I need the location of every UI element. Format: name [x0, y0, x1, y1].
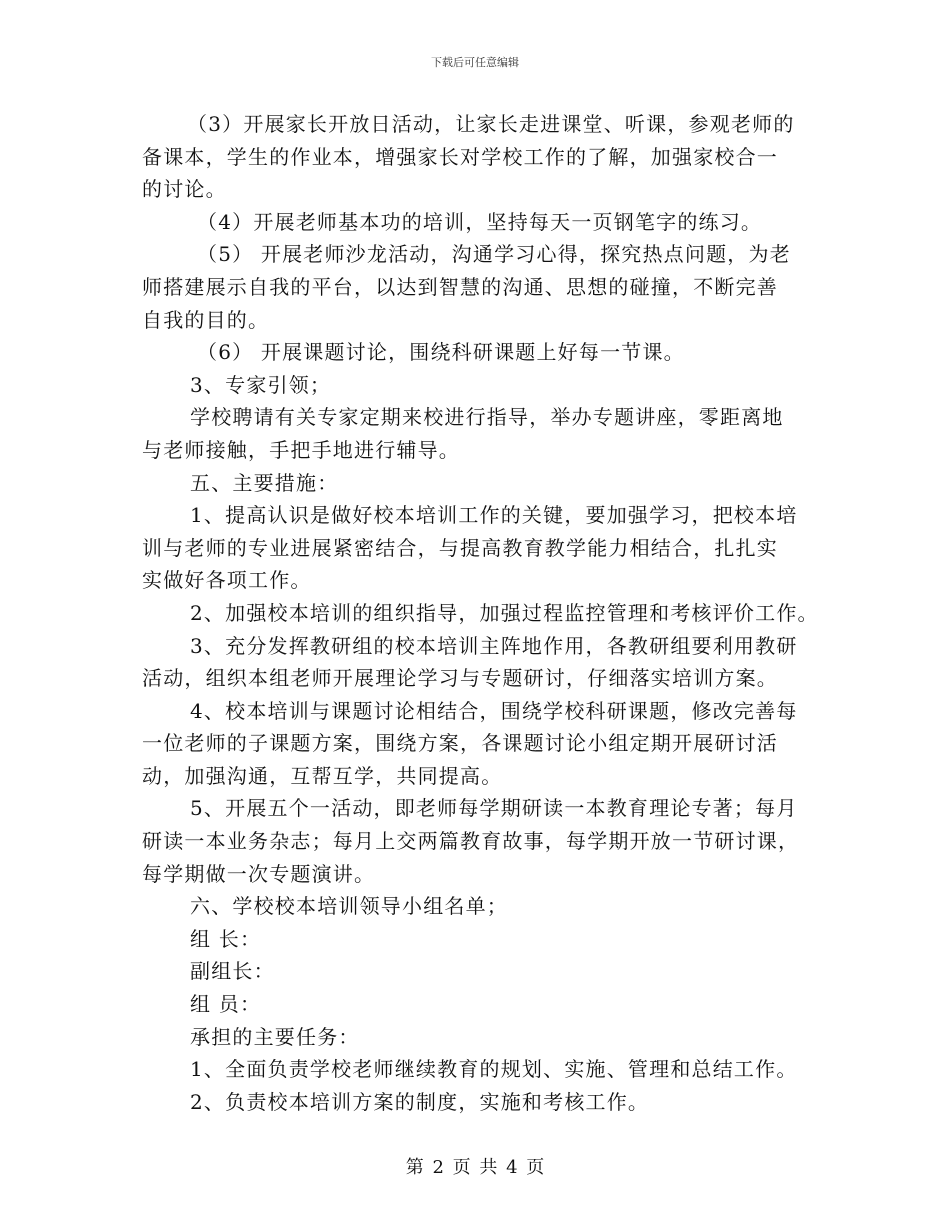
paragraph-line: 1、提高认识是做好校本培训工作的关键，要加强学习，把校本培 — [190, 503, 798, 528]
paragraph-line: 与老师接触，手把手地进行辅导。 — [142, 437, 460, 462]
paragraph-line: （4）开展老师基本功的培训，坚持每天一页钢笔字的练习。 — [197, 209, 763, 234]
paragraph-line: 备课本，学生的作业本，增强家长对学校工作的了解，加强家校合一 — [142, 144, 778, 169]
roster-leader: 组 长： — [190, 926, 262, 951]
paragraph-line: （5） 开展老师沙龙活动，沟通学习心得，探究热点问题，为老 — [197, 242, 791, 267]
page-header: 下载后可任意编辑 — [431, 56, 519, 69]
paragraph-line: 学校聘请有关专家定期来校进行指导，举办专题讲座，零距离地 — [190, 405, 784, 430]
roster-members: 组 员： — [190, 992, 262, 1017]
paragraph-line: 3、充分发挥教研组的校本培训主阵地作用，各教研组要利用教研 — [190, 633, 798, 658]
paragraph-line: 一位老师的子课题方案，围绕方案，各课题讨论小组定期开展研讨活 — [142, 731, 778, 756]
roster-deputy-leader: 副组长： — [190, 959, 275, 984]
paragraph-line: 2、加强校本培训的组织指导，加强过程监控管理和考核评价工作。 — [190, 600, 819, 625]
paragraph-line: 师搭建展示自我的平台，以达到智慧的沟通、思想的碰撞，不断完善 — [142, 274, 778, 299]
paragraph-line: 自我的目的。 — [142, 307, 270, 332]
section-heading: 五、主要措施： — [190, 470, 339, 495]
paragraph-line: 训与老师的专业进展紧密结合，与提高教育教学能力相结合，扎扎实 — [142, 535, 778, 560]
paragraph-line: 承担的主要任务： — [190, 1024, 360, 1049]
section-heading: 六、学校校本培训领导小组名单； — [190, 894, 508, 919]
paragraph-line: 研读一本业务杂志；每月上交两篇教育故事，每学期开放一节研讨课， — [142, 829, 800, 854]
paragraph-line: 动，加强沟通，互帮互学，共同提高。 — [142, 763, 503, 788]
section-heading: 3、专家引领； — [190, 372, 332, 397]
paragraph-line: 的讨论。 — [142, 177, 227, 202]
paragraph-line: （6） 开展课题讨论，围绕科研课题上好每一节课。 — [197, 340, 685, 365]
paragraph-line: 活动，组织本组老师开展理论学习与专题研讨，仔细落实培训方案。 — [142, 666, 778, 691]
document-body — [142, 108, 822, 1118]
paragraph-line: 1、全面负责学校老师继续教育的规划、实施、管理和总结工作。 — [190, 1057, 798, 1082]
paragraph-line: 4、校本培训与课题讨论相结合，围绕学校科研课题，修改完善每 — [190, 698, 798, 723]
paragraph-line: 实做好各项工作。 — [142, 568, 312, 593]
page-number-footer: 第 2 页 共 4 页 — [405, 1157, 545, 1178]
paragraph-line: 2、负责校本培训方案的制度，实施和考核工作。 — [190, 1089, 650, 1114]
paragraph-line: （3）开展家长开放日活动，让家长走进课堂、听课，参观老师的 — [187, 112, 795, 136]
paragraph-line: 5、开展五个一活动，即老师每学期研读一本教育理论专著；每月 — [190, 796, 798, 821]
paragraph-line: 每学期做一次专题演讲。 — [142, 861, 376, 886]
